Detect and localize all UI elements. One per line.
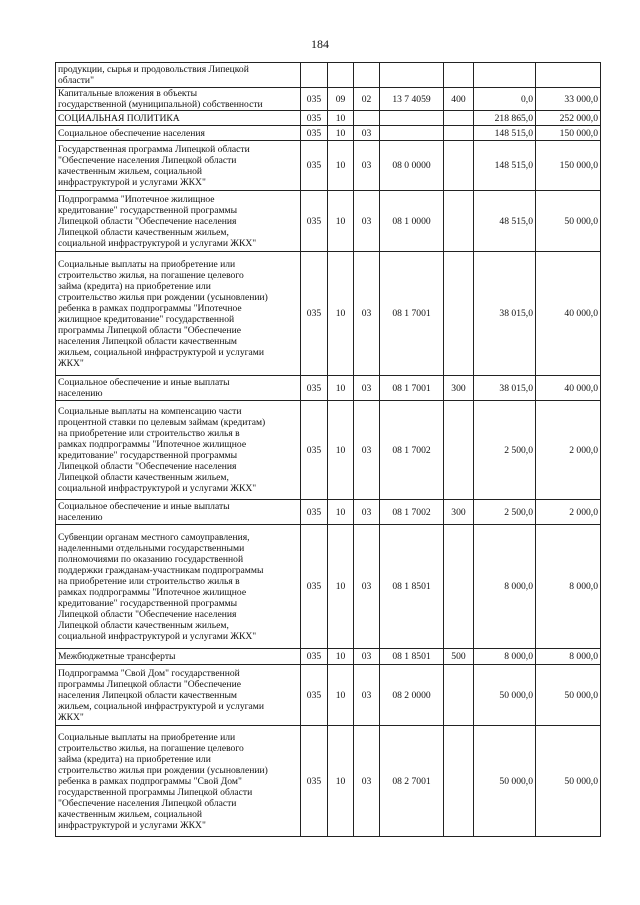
target-article-text: 08 1 7001 <box>392 308 431 319</box>
table-row <box>56 63 601 88</box>
target-article-cell <box>380 88 444 111</box>
subsection-text: 03 <box>361 506 372 518</box>
target-article-text: 08 1 8501 <box>392 651 431 662</box>
amount-year2-text: 33 000,0 <box>564 93 598 105</box>
amount-year2-cell <box>536 141 601 191</box>
row-name-text: Социальное обеспечение и иные выплаты населению <box>58 377 230 399</box>
amount-year1-cell <box>474 500 536 525</box>
section-cell <box>328 665 354 726</box>
ministry-code-cell <box>301 126 328 141</box>
row-name-cell <box>56 88 301 111</box>
expense-type-cell <box>444 649 474 665</box>
amount-year2-text: 50 000,0 <box>564 689 598 701</box>
section-cell <box>328 88 354 111</box>
row-name-cell <box>56 500 301 525</box>
table-row <box>56 191 601 252</box>
section-cell <box>328 63 354 88</box>
ministry-code-text: 035 <box>306 93 322 105</box>
table-row <box>56 525 601 649</box>
subsection-cell <box>354 649 380 665</box>
subsection-cell <box>354 665 380 726</box>
row-name-cell <box>56 376 301 401</box>
table-row <box>56 401 601 500</box>
ministry-code-cell <box>301 525 328 649</box>
table-row <box>56 88 601 111</box>
subsection-text: 03 <box>361 160 372 171</box>
section-text: 10 <box>335 506 346 518</box>
subsection-text: 03 <box>361 581 372 592</box>
subsection-cell <box>354 500 380 525</box>
amount-year1-text: 2 500,0 <box>504 444 533 456</box>
expense-type-cell <box>444 111 474 126</box>
expense-type-cell <box>444 525 474 649</box>
expense-type-cell <box>444 252 474 376</box>
amount-year2-text: 2 000,0 <box>569 506 598 518</box>
expense-type-cell <box>444 376 474 401</box>
ministry-code-cell <box>301 63 328 88</box>
row-name-cell <box>56 191 301 252</box>
section-text: 10 <box>335 444 346 456</box>
ministry-code-cell <box>301 252 328 376</box>
page-number: 184 <box>311 37 329 51</box>
target-article-cell <box>380 665 444 726</box>
amount-year1-text: 48 515,0 <box>499 215 533 227</box>
row-name-text: Социальные выплаты на компенсацию части процентной ставки по целевым займам (кредитам) на приобретение или строительство жилья в рамках подпрограммы "Ипотечное жилищное кредитование" государственной программы Липецкой области "Обеспечение населения Липецкой области качественным жильем, социальной инфраструктурой и услугами ЖКХ" <box>58 406 266 494</box>
ministry-code-cell <box>301 500 328 525</box>
amount-year2-text: 150 000,0 <box>559 160 598 171</box>
amount-year1-text: 148 515,0 <box>494 160 533 171</box>
subsection-text: 03 <box>361 127 372 139</box>
ministry-code-text: 035 <box>306 382 322 394</box>
ministry-code-cell <box>301 726 328 837</box>
ministry-code-text: 035 <box>306 651 322 662</box>
amount-year1-text: 38 015,0 <box>499 382 533 394</box>
amount-year1-cell <box>474 191 536 252</box>
amount-year1-cell <box>474 141 536 191</box>
expense-type-cell <box>444 141 474 191</box>
amount-year2-text: 2 000,0 <box>569 444 598 456</box>
table-row <box>56 649 601 665</box>
ministry-code-cell <box>301 141 328 191</box>
ministry-code-cell <box>301 649 328 665</box>
amount-year2-cell <box>536 88 601 111</box>
table-row <box>56 141 601 191</box>
section-text: 10 <box>335 651 346 662</box>
amount-year1-text: 2 500,0 <box>504 506 533 518</box>
row-name-cell <box>56 665 301 726</box>
amount-year1-cell <box>474 111 536 126</box>
section-cell <box>328 141 354 191</box>
row-name-text: Социальные выплаты на приобретение или строительство жилья, на погашение целевого займа (кредита) на приобретение или строительство жилья при рождении (усыновлении) ребенка в рамках подпрограммы "Ипотечное жилищное кредитование" государственной программы Липецкой области "Обеспечение населения Липецкой области качественным жильем, социальной инфраструктурой и услугами ЖКХ" <box>58 258 268 369</box>
target-article-text: 08 2 7001 <box>392 775 431 787</box>
amount-year1-text: 218 865,0 <box>494 112 533 124</box>
target-article-text: 13 7 4059 <box>392 93 431 105</box>
amount-year2-cell <box>536 191 601 252</box>
row-name-cell <box>56 726 301 837</box>
section-text: 10 <box>335 382 346 394</box>
amount-year1-cell <box>474 252 536 376</box>
subsection-text: 03 <box>361 689 372 701</box>
amount-year1-cell <box>474 401 536 500</box>
ministry-code-text: 035 <box>306 581 322 592</box>
amount-year1-cell <box>474 126 536 141</box>
amount-year2-text: 50 000,0 <box>564 215 598 227</box>
section-cell <box>328 726 354 837</box>
ministry-code-text: 035 <box>306 506 322 518</box>
subsection-text: 03 <box>361 308 372 319</box>
subsection-cell <box>354 111 380 126</box>
amount-year1-text: 50 000,0 <box>499 775 533 787</box>
expense-type-cell <box>444 726 474 837</box>
subsection-text: 03 <box>361 444 372 456</box>
amount-year2-cell <box>536 525 601 649</box>
expense-type-text: 500 <box>451 651 466 662</box>
amount-year1-text: 38 015,0 <box>499 308 533 319</box>
budget-table <box>55 62 601 837</box>
amount-year1-text: 8 000,0 <box>504 651 533 662</box>
target-article-cell <box>380 126 444 141</box>
section-cell <box>328 525 354 649</box>
section-cell <box>328 376 354 401</box>
table-row <box>56 126 601 141</box>
section-cell <box>328 649 354 665</box>
section-text: 10 <box>335 581 346 592</box>
amount-year2-text: 150 000,0 <box>559 127 598 139</box>
row-name-text: СОЦИАЛЬНАЯ ПОЛИТИКА <box>58 112 180 124</box>
amount-year1-cell <box>474 63 536 88</box>
section-cell <box>328 126 354 141</box>
target-article-cell <box>380 141 444 191</box>
subsection-cell <box>354 726 380 837</box>
ministry-code-cell <box>301 376 328 401</box>
row-name-cell <box>56 649 301 665</box>
row-name-text: Подпрограмма "Ипотечное жилищное кредитование" государственной программы Липецкой области "Обеспечение населения Липецкой области качественным жильем, социальной инфраструктурой и услугами ЖКХ" <box>58 193 257 249</box>
amount-year1-text: 148 515,0 <box>494 127 533 139</box>
amount-year1-text: 8 000,0 <box>504 581 533 592</box>
amount-year2-text: 8 000,0 <box>569 651 598 662</box>
target-article-text: 08 1 8501 <box>392 581 431 592</box>
table-row <box>56 726 601 837</box>
amount-year1-text: 0,0 <box>521 93 533 105</box>
target-article-text: 08 1 0000 <box>392 215 431 227</box>
ministry-code-cell <box>301 191 328 252</box>
amount-year2-text: 40 000,0 <box>564 308 598 319</box>
section-text: 09 <box>335 93 346 105</box>
subsection-cell <box>354 63 380 88</box>
subsection-cell <box>354 126 380 141</box>
subsection-text: 03 <box>361 382 372 394</box>
subsection-cell <box>354 191 380 252</box>
subsection-cell <box>354 141 380 191</box>
row-name-text: продукции, сырья и продовольствия Липецкой области" <box>58 64 249 86</box>
section-cell <box>328 111 354 126</box>
section-text: 10 <box>335 689 346 701</box>
row-name-cell <box>56 401 301 500</box>
row-name-cell <box>56 126 301 141</box>
ministry-code-text: 035 <box>306 160 322 171</box>
target-article-cell <box>380 63 444 88</box>
ministry-code-cell <box>301 665 328 726</box>
row-name-text: Межбюджетные трансферты <box>58 651 176 662</box>
row-name-cell <box>56 111 301 126</box>
ministry-code-cell <box>301 111 328 126</box>
row-name-text: Государственная программа Липецкой области "Обеспечение населения Липецкой области качественным жильем, социальной инфраструктурой и услугами ЖКХ" <box>58 143 250 188</box>
budget-table-body <box>56 63 601 837</box>
subsection-text: 03 <box>361 215 372 227</box>
target-article-cell <box>380 401 444 500</box>
ministry-code-text: 035 <box>306 775 322 787</box>
amount-year2-text: 252 000,0 <box>559 112 598 124</box>
table-row <box>56 665 601 726</box>
row-name-text: Субвенции органам местного самоуправления, наделенными отдельными государственными полномочиями по оказанию государственной поддержки гражданам-участникам подпрограммы на приобретение или строительство жилья в рамках подпрограммы "Ипотечное жилищное кредитование" государственной программы Липецкой области "Обеспечение населения Липецкой области качественным жильем, социальной инфраструктурой и услугами ЖКХ" <box>58 531 264 642</box>
table-row <box>56 376 601 401</box>
target-article-text: 08 2 0000 <box>392 689 431 701</box>
target-article-cell <box>380 252 444 376</box>
amount-year2-cell <box>536 665 601 726</box>
ministry-code-text: 035 <box>306 689 322 701</box>
amount-year2-cell <box>536 500 601 525</box>
expense-type-text: 400 <box>451 93 466 105</box>
expense-type-text: 300 <box>451 382 466 394</box>
row-name-text: Социальные выплаты на приобретение или строительство жилья, на погашение целевого займа (кредита) на приобретение или строительство жилья при рождении (усыновлении) ребенка в рамках подпрограммы "Свой Дом" государственной программы Липецкой области "Обеспечение населения Липецкой области качественным жильем, социальной инфраструктурой и услугами ЖКХ" <box>58 731 268 831</box>
row-name-cell <box>56 141 301 191</box>
target-article-cell <box>380 525 444 649</box>
ministry-code-cell <box>301 401 328 500</box>
subsection-text: 02 <box>361 93 372 105</box>
subsection-cell <box>354 525 380 649</box>
section-cell <box>328 191 354 252</box>
target-article-text: 08 1 7001 <box>392 382 431 394</box>
subsection-text: 03 <box>361 651 372 662</box>
section-text: 10 <box>335 775 346 787</box>
expense-type-cell <box>444 665 474 726</box>
amount-year1-cell <box>474 665 536 726</box>
target-article-cell <box>380 111 444 126</box>
section-cell <box>328 252 354 376</box>
row-name-text: Социальное обеспечение и иные выплаты населению <box>58 501 230 523</box>
section-text: 10 <box>335 308 346 319</box>
amount-year1-cell <box>474 88 536 111</box>
row-name-text: Капитальные вложения в объекты государственной (муниципальной) собственности <box>58 88 263 110</box>
table-row <box>56 252 601 376</box>
ministry-code-text: 035 <box>306 308 322 319</box>
target-article-cell <box>380 726 444 837</box>
target-article-cell <box>380 191 444 252</box>
target-article-text: 08 1 7002 <box>392 444 431 456</box>
expense-type-cell <box>444 126 474 141</box>
expense-type-cell <box>444 63 474 88</box>
row-name-cell <box>56 525 301 649</box>
expense-type-cell <box>444 500 474 525</box>
target-article-text: 08 0 0000 <box>392 160 431 171</box>
section-text: 10 <box>335 112 346 124</box>
row-name-cell <box>56 63 301 88</box>
ministry-code-text: 035 <box>306 215 322 227</box>
amount-year1-cell <box>474 649 536 665</box>
subsection-text: 03 <box>361 775 372 787</box>
amount-year1-cell <box>474 525 536 649</box>
section-cell <box>328 500 354 525</box>
amount-year2-cell <box>536 252 601 376</box>
amount-year2-text: 40 000,0 <box>564 382 598 394</box>
amount-year2-text: 8 000,0 <box>569 581 598 592</box>
subsection-cell <box>354 252 380 376</box>
amount-year1-cell <box>474 726 536 837</box>
expense-type-cell <box>444 401 474 500</box>
amount-year2-cell <box>536 111 601 126</box>
ministry-code-cell <box>301 88 328 111</box>
row-name-text: Подпрограмма "Свой Дом" государственной программы Липецкой области "Обеспечение населения Липецкой области качественным жильем, социальной инфраструктурой и услугами ЖКХ" <box>58 667 265 723</box>
section-text: 10 <box>335 127 346 139</box>
subsection-cell <box>354 88 380 111</box>
amount-year2-cell <box>536 649 601 665</box>
target-article-cell <box>380 649 444 665</box>
amount-year2-cell <box>536 376 601 401</box>
expense-type-cell <box>444 191 474 252</box>
target-article-cell <box>380 500 444 525</box>
subsection-cell <box>354 401 380 500</box>
section-text: 10 <box>335 160 346 171</box>
amount-year1-text: 50 000,0 <box>499 689 533 701</box>
amount-year2-cell <box>536 63 601 88</box>
target-article-text: 08 1 7002 <box>392 506 431 518</box>
row-name-cell <box>56 252 301 376</box>
ministry-code-text: 035 <box>306 127 322 139</box>
expense-type-cell <box>444 88 474 111</box>
amount-year2-cell <box>536 726 601 837</box>
subsection-cell <box>354 376 380 401</box>
ministry-code-text: 035 <box>306 444 322 456</box>
amount-year2-cell <box>536 126 601 141</box>
row-name-text: Социальное обеспечение населения <box>58 127 205 139</box>
amount-year1-cell <box>474 376 536 401</box>
section-text: 10 <box>335 215 346 227</box>
target-article-cell <box>380 376 444 401</box>
section-cell <box>328 401 354 500</box>
amount-year2-text: 50 000,0 <box>564 775 598 787</box>
amount-year2-cell <box>536 401 601 500</box>
table-row <box>56 500 601 525</box>
expense-type-text: 300 <box>451 506 466 518</box>
ministry-code-text: 035 <box>306 112 322 124</box>
table-row <box>56 111 601 126</box>
